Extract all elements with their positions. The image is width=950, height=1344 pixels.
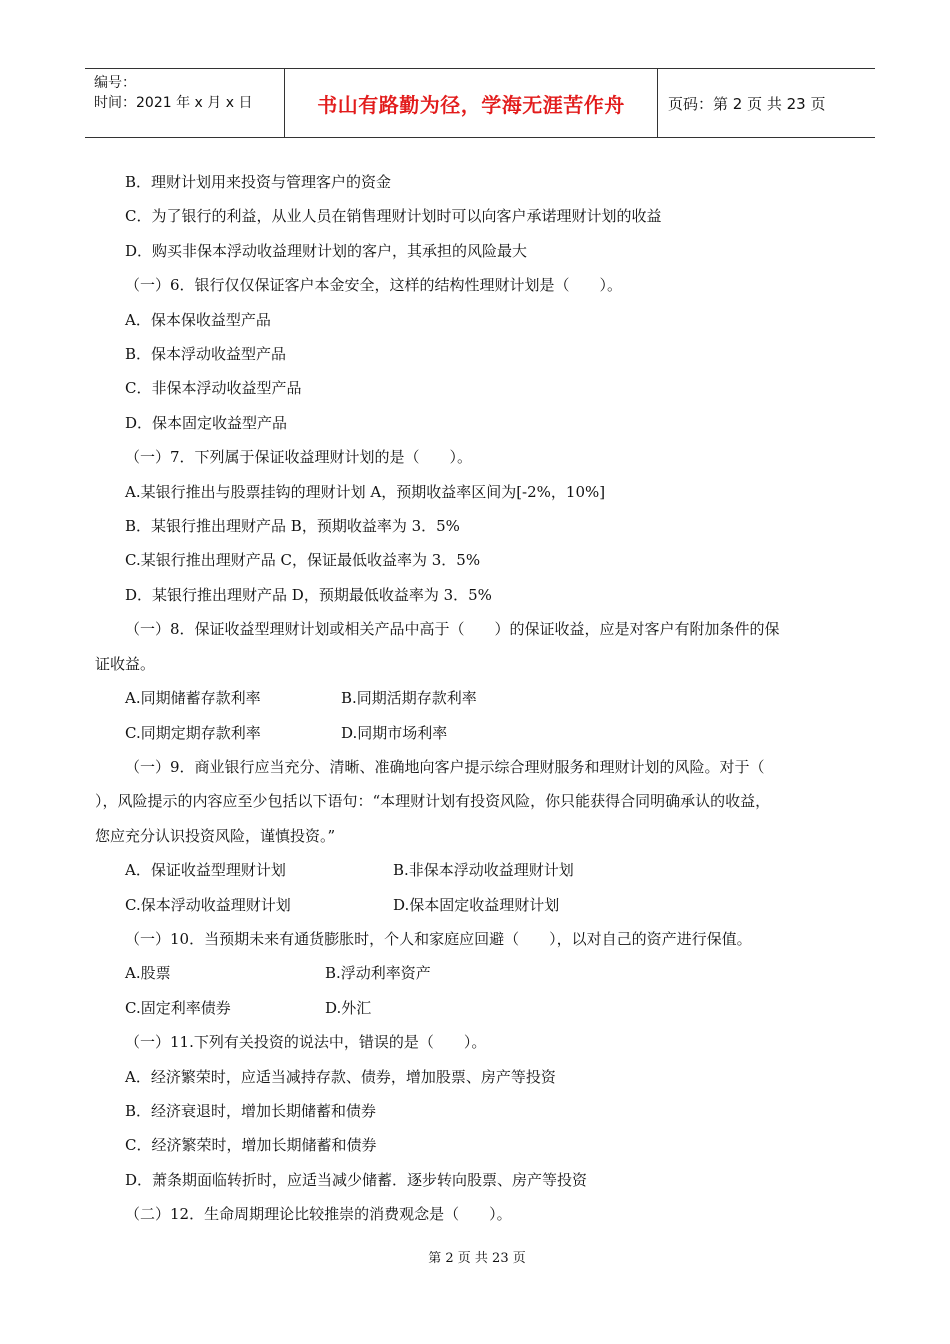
question-12: （二）12．生命周期理论比较推崇的消费观念是（ ）。 <box>125 1205 512 1224</box>
question-9: （一）9．商业银行应当充分、清晰、准确地向客户提示综合理财服务和理财计划的风险。对于（ <box>125 757 765 776</box>
option-row <box>95 853 870 887</box>
option-row <box>95 681 870 715</box>
question-8: （一）8．保证收益型理财计划或相关产品中高于（ ）的保证收益，应是对客户有附加条件的保 <box>125 620 780 639</box>
option-line: A．经济繁荣时，应适当减持存款、债券，增加股票、房产等投资 <box>125 1067 556 1086</box>
option-a: A.股票 <box>125 964 171 983</box>
question-9-continuation: ），风险提示的内容应至少包括以下语句：“本理财计划有投资风险，你只能获得合同明确承认的收益， <box>95 792 771 811</box>
option-b: B.同期活期存款利率 <box>341 689 477 708</box>
question-9-continuation: 您应充分认识投资风险，谨慎投资。” <box>95 826 336 845</box>
option-line: C．经济繁荣时，增加长期储蓄和债券 <box>125 1136 377 1155</box>
option-line: D．保本固定收益型产品 <box>125 413 288 432</box>
document-body <box>95 165 870 1232</box>
option-line: D．某银行推出理财产品 D，预期最低收益率为 3．5% <box>125 585 492 604</box>
option-line: B．某银行推出理财产品 B，预期收益率为 3．5% <box>125 517 460 536</box>
option-d: D.外汇 <box>325 998 372 1017</box>
option-b: B.非保本浮动收益理财计划 <box>393 861 574 880</box>
option-line: A.某银行推出与股票挂钩的理财计划 A，预期收益率区间为[-2%，10%] <box>125 482 606 501</box>
option-row <box>95 956 870 990</box>
header-motto: 书山有路勤为径，学海无涯苦作舟 <box>285 69 658 137</box>
question-7: （一）7．下列属于保证收益理财计划的是（ ）。 <box>125 448 473 467</box>
option-a: A.同期储蓄存款利率 <box>125 689 261 708</box>
document-number: 编号： <box>94 75 136 91</box>
option-line: C．非保本浮动收益型产品 <box>125 379 302 398</box>
option-line: B．保本浮动收益型产品 <box>125 345 287 364</box>
option-line: C．为了银行的利益，从业人员在销售理财计划时可以向客户承诺理财计划的收益 <box>125 207 662 226</box>
option-d: D.保本固定收益理财计划 <box>393 895 560 914</box>
option-row <box>95 888 870 922</box>
question-6: （一）6．银行仅仅保证客户本金安全，这样的结构性理财计划是（ ）。 <box>125 276 623 295</box>
option-line: D．萧条期面临转折时，应适当减少储蓄．逐步转向股票、房产等投资 <box>125 1170 588 1189</box>
document-date: 时间：2021 年 x 月 x 日 <box>94 95 253 111</box>
question-10: （一）10．当预期未来有通货膨胀时，个人和家庭应回避（ ），以对自己的资产进行保值。 <box>125 929 752 948</box>
option-line: B．理财计划用来投资与管理客户的资金 <box>125 173 392 191</box>
question-11: （一）11.下列有关投资的说法中，错误的是（ ）。 <box>125 1033 487 1052</box>
page-footer: 第 2 页 共 23 页 <box>428 1251 526 1266</box>
header-page-number: 页码：第 2 页 共 23 页 <box>668 94 826 113</box>
header-meta <box>85 69 285 137</box>
page-header <box>85 68 875 138</box>
question-8-continuation: 证收益。 <box>95 654 156 673</box>
option-c: C.固定利率债券 <box>125 998 231 1017</box>
option-line: A．保本保收益型产品 <box>125 310 271 329</box>
option-c: C.保本浮动收益理财计划 <box>125 895 291 914</box>
option-line: C.某银行推出理财产品 C，保证最低收益率为 3．5% <box>125 551 481 570</box>
option-row <box>95 716 870 750</box>
option-line: D．购买非保本浮动收益理财计划的客户，其承担的风险最大 <box>125 241 528 260</box>
option-row <box>95 991 870 1025</box>
option-b: B.浮动利率资产 <box>325 964 431 983</box>
option-c: C.同期定期存款利率 <box>125 723 261 742</box>
option-line: B．经济衰退时，增加长期储蓄和债券 <box>125 1101 377 1120</box>
option-d: D.同期市场利率 <box>341 723 448 742</box>
option-a: A．保证收益型理财计划 <box>125 861 286 880</box>
